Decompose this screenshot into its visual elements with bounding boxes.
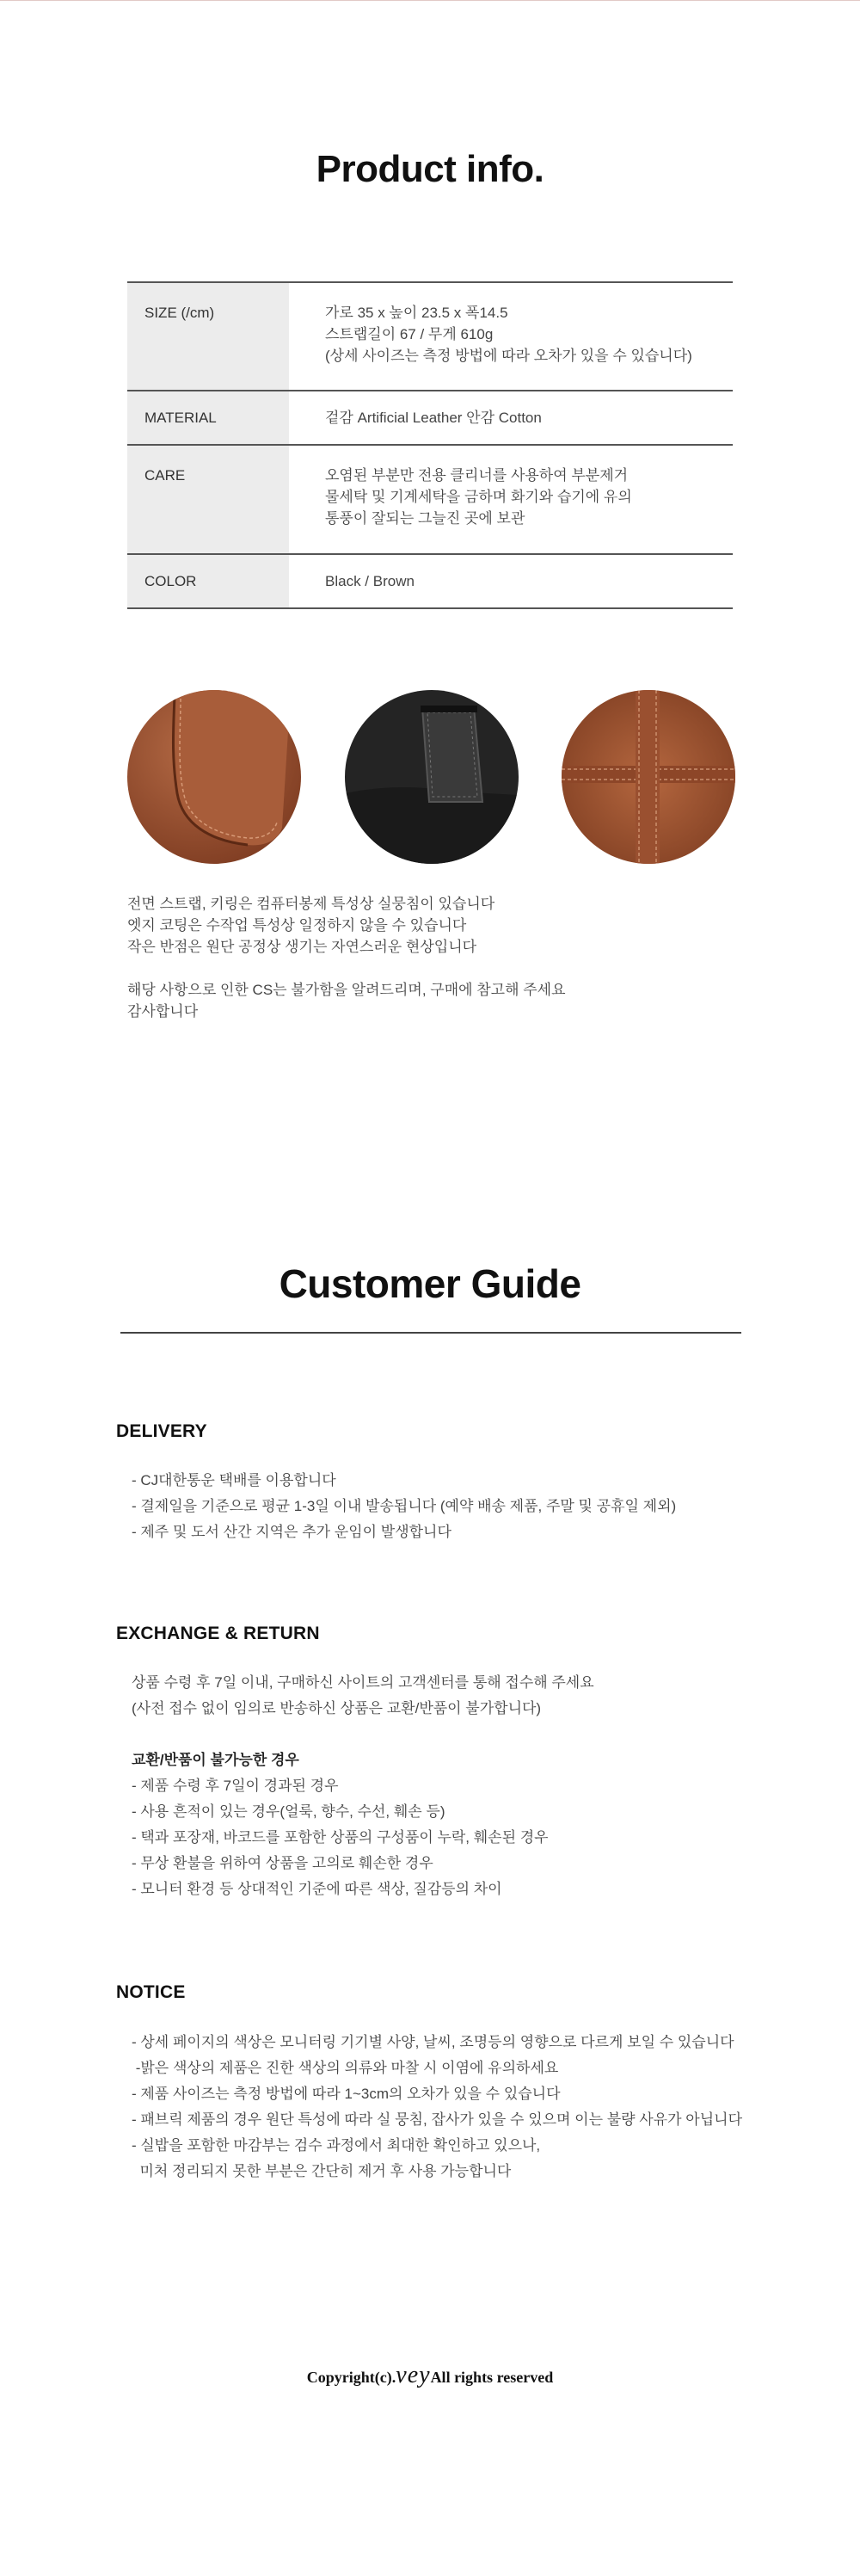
delivery-line: - 제주 및 도서 산간 지역은 추가 운임이 발생합니다 xyxy=(132,1524,452,1540)
product-info-title: Product info. xyxy=(316,148,544,190)
delivery-line: - 결제일을 기준으로 평균 1-3일 이내 발송됩니다 (예약 배송 제품, 주말 및 공휴일 제외) xyxy=(132,1498,677,1514)
note-line: 해당 사항으로 인한 CS는 불가함을 알려드리며, 구매에 참고해 주세요 xyxy=(127,982,566,998)
spec-value xyxy=(289,391,733,445)
copyright xyxy=(0,2362,860,2389)
notice-line: - 제품 사이즈는 측정 방법에 따라 1~3cm의 오차가 있을 수 있습니다 xyxy=(132,2086,561,2102)
spec-line: Black / Brown xyxy=(325,573,415,589)
spec-label: MATERIAL xyxy=(127,391,289,445)
detail-photo-black xyxy=(345,690,519,864)
exchange-title: EXCHANGE & RETURN xyxy=(116,1624,320,1643)
spec-label: CARE xyxy=(127,445,289,554)
exchange-line: - 택과 포장재, 바코드를 포함한 상품의 구성품이 누락, 훼손된 경우 xyxy=(132,1829,549,1846)
spec-row-color xyxy=(127,554,733,608)
copyright-prefix: Copyright(c). xyxy=(306,2369,396,2386)
spec-row-material xyxy=(127,391,733,445)
note-line: 감사합니다 xyxy=(127,1003,199,1020)
exchange-subheading: 교환/반품이 불가능한 경우 xyxy=(132,1752,299,1768)
notice-line: - 실밥을 포함한 마감부는 검수 과정에서 최대한 확인하고 있으나, xyxy=(132,2137,541,2154)
note-line: 작은 반점은 원단 공정상 생기는 자연스러운 현상입니다 xyxy=(127,939,477,955)
top-divider xyxy=(0,0,860,1)
notice-line: - 상세 페이지의 색상은 모니터링 기기별 사양, 날씨, 조명등의 영향으로 다르게 보일 수 있습니다 xyxy=(132,2034,734,2050)
notice-line: 미처 정리되지 못한 부분은 간단히 제거 후 사용 가능합니다 xyxy=(132,2163,512,2179)
spec-line: 물세탁 및 기계세탁을 금하며 화기와 습기에 유의 xyxy=(325,489,632,505)
spec-line: 겉감 Artificial Leather 안감 Cotton xyxy=(325,410,542,426)
detail-photo-strap xyxy=(127,690,301,864)
note-line: 전면 스트랩, 키링은 컴퓨터봉제 특성상 실뭉침이 있습니다 xyxy=(127,896,495,912)
notice-title: NOTICE xyxy=(116,1982,186,2002)
spec-label: COLOR xyxy=(127,554,289,608)
exchange-line xyxy=(132,1722,594,1747)
exchange-line: - 모니터 환경 등 상대적인 기준에 따른 색상, 질감등의 차이 xyxy=(132,1881,502,1897)
detail-photo-brown-seam xyxy=(562,690,735,864)
notice-line: -밝은 색상의 제품은 진한 색상의 의류와 마찰 시 이염에 유의하세요 xyxy=(132,2060,559,2076)
copyright-suffix: All rights reserved xyxy=(430,2369,554,2386)
spec-line: 스트랩길이 67 / 무게 610g xyxy=(325,326,494,342)
spec-value xyxy=(289,554,733,608)
customer-guide-title: Customer Guide xyxy=(279,1261,581,1306)
spec-row-care xyxy=(127,445,733,554)
guide-divider xyxy=(120,1332,741,1334)
exchange-line: - 사용 흔적이 있는 경우(얼룩, 향수, 수선, 훼손 등) xyxy=(132,1803,445,1820)
brand-logo: vey xyxy=(396,2362,431,2388)
note-line: 엣지 코팅은 수작업 특성상 일정하지 않을 수 있습니다 xyxy=(127,917,467,934)
spec-value xyxy=(289,445,733,554)
detail-notes xyxy=(127,893,566,1022)
spec-value xyxy=(289,282,733,391)
notice-line: - 패브릭 제품의 경우 원단 특성에 따라 실 뭉침, 잡사가 있을 수 있으며 이는 불량 사유가 아닙니다 xyxy=(132,2111,742,2128)
spec-label: SIZE (/cm) xyxy=(127,282,289,391)
spec-table xyxy=(127,281,733,609)
spec-line: (상세 사이즈는 측정 방법에 따라 오차가 있을 수 있습니다) xyxy=(325,348,692,364)
exchange-line: - 제품 수령 후 7일이 경과된 경우 xyxy=(132,1778,339,1794)
exchange-body xyxy=(132,1670,594,1902)
spec-row-size xyxy=(127,282,733,391)
delivery-title: DELIVERY xyxy=(116,1421,207,1441)
spec-line: 통풍이 잘되는 그늘진 곳에 보관 xyxy=(325,510,525,527)
delivery-line: - CJ대한통운 택배를 이용합니다 xyxy=(132,1472,336,1488)
notice-body xyxy=(132,2030,742,2185)
exchange-line: 상품 수령 후 7일 이내, 구매하신 사이트의 고객센터를 통해 접수해 주세요 xyxy=(132,1674,594,1691)
delivery-body xyxy=(132,1468,676,1545)
spec-line: 가로 35 x 높이 23.5 x 폭14.5 xyxy=(325,305,508,321)
exchange-line: - 무상 환불을 위하여 상품을 고의로 훼손한 경우 xyxy=(132,1855,433,1871)
exchange-line: (사전 접수 없이 임의로 반송하신 상품은 교환/반품이 불가합니다) xyxy=(132,1700,542,1716)
note-line xyxy=(127,958,566,979)
spec-line: 오염된 부분만 전용 클리너를 사용하여 부분제거 xyxy=(325,467,629,484)
